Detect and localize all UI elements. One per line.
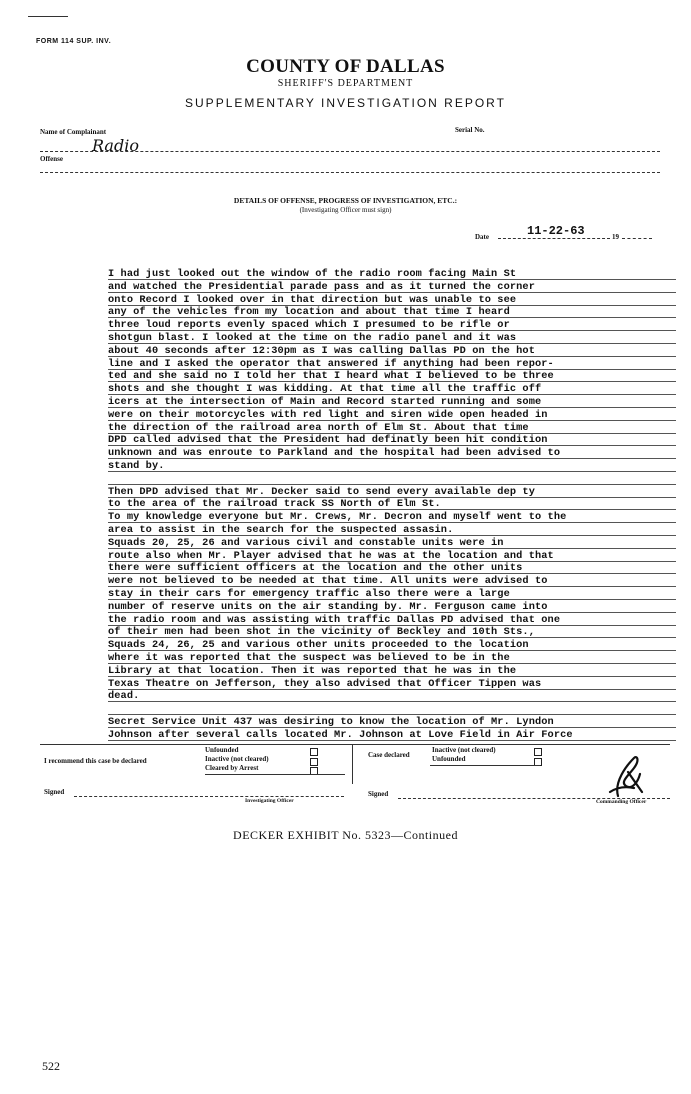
- body-line: about 40 seconds after 12:30pm as I was calling Dallas PD on the hot: [108, 344, 535, 357]
- body-line: icers at the intersection of Main and Record started running and some: [108, 396, 542, 408]
- checkbox-inactive-left[interactable]: [310, 758, 318, 766]
- option-unfounded-right[interactable]: Unfounded: [432, 755, 466, 763]
- body-line: where it was reported that the suspect was believed to be in the: [108, 652, 510, 664]
- signed-left-rule: [74, 796, 344, 797]
- recommend-label: I recommend this case be declared: [44, 757, 147, 765]
- footer-top-rule: [40, 744, 670, 745]
- details-title: DETAILS OF OFFENSE, PROGRESS OF INVESTIGATION, ETC.:: [233, 196, 458, 205]
- option-unfounded-left[interactable]: Unfounded: [205, 746, 239, 754]
- left-checkboxes: [306, 747, 318, 775]
- commanding-officer-caption: Commanding Officer: [596, 799, 647, 805]
- body-line: were not believed to be needed at that time. All units were advised to: [108, 575, 548, 588]
- body-line: To my knowledge everyone but Mr. Crews, Mr. Decron and myself went to the: [108, 511, 567, 524]
- body-underline: [108, 689, 676, 690]
- commander-signature: [604, 752, 650, 804]
- page-number: 522: [42, 1059, 60, 1073]
- report-title: SUPPLEMENTARY INVESTIGATION REPORT: [185, 96, 506, 110]
- body-line: Secret Service Unit 437 was desiring to know the location of Mr. Lyndon: [108, 716, 554, 728]
- body-line: route also when Mr. Player advised that he was at the location and that: [108, 549, 554, 562]
- investigating-officer-caption: Investigating Officer: [245, 798, 294, 804]
- date-label: Date: [475, 233, 489, 241]
- body-line: area to assist in the search for the suspected assasin.: [108, 524, 454, 536]
- right-checkboxes: [530, 747, 542, 766]
- offense-rule: [40, 172, 660, 173]
- body-line: I had just looked out the window of the radio room facing Main St: [108, 268, 517, 280]
- body-line: line and I asked the operator that answered if anything had been repor-: [108, 357, 554, 370]
- checkbox-unfounded-left[interactable]: [310, 748, 318, 756]
- option-cleared-arrest[interactable]: Cleared by Arrest: [205, 764, 259, 772]
- body-line: dead.: [108, 690, 140, 703]
- year-rule: [622, 238, 652, 239]
- date-rule: [498, 238, 610, 239]
- serial-label: Serial No.: [455, 126, 485, 134]
- complainant-value: Radio: [92, 136, 139, 155]
- body-line: there were sufficient officers at the location and the other units: [108, 562, 523, 575]
- body-line: shots and she thought I was kidding. At that time all the traffic off: [108, 383, 542, 396]
- body-line: unknown and was enroute to Parkland and the hospital had been advised to: [108, 447, 561, 460]
- body-underline: [108, 740, 676, 741]
- body-line: Squads 24, 26, 25 and various other units proceeded to the location: [108, 639, 529, 652]
- signed-left-label: Signed: [44, 788, 65, 796]
- body-line: Library at that location. Then it was reported that he was in the: [108, 664, 517, 677]
- body-line: Squads 20, 25, 26 and various civil and constable units were in: [108, 536, 504, 549]
- details-subtitle: (Investigating Officer must sign): [299, 206, 392, 214]
- body-line: stand by.: [108, 460, 165, 472]
- county-title: COUNTY OF DALLAS: [246, 56, 445, 77]
- body-line: were on their motorcycles with red light and siren wide open headed in: [108, 408, 548, 421]
- body-line: the radio room and was assisting with traffic Dallas PD advised that one: [108, 613, 561, 626]
- body-line: any of the vehicles from my location and about that time I heard: [108, 306, 510, 319]
- body-line: Johnson after several calls located Mr. Johnson at Love Field in Air Force: [108, 728, 573, 741]
- exhibit-caption: DECKER EXHIBIT No. 5323—Continued: [233, 828, 458, 842]
- body-line: the direction of the railroad area north of Elm St. About that time: [108, 421, 529, 434]
- body-underline: [108, 458, 676, 459]
- form-code: FORM 114 SUP. INV.: [36, 38, 112, 45]
- date-value: 11-22-63: [527, 224, 585, 238]
- complainant-rule: [40, 151, 660, 152]
- body-line: and watched the Presidential parade pass and as it turned the corner: [108, 280, 535, 293]
- footer-divider: [352, 744, 353, 784]
- body-line: of their men had been shot in the vicinity of Beckley and 10th Sts.,: [108, 626, 535, 639]
- body-line: stay in their cars for emergency traffic also there were a large: [108, 588, 510, 600]
- complainant-label: Name of Complainant: [40, 128, 107, 136]
- body-line: ted and she said no I told her that I heard what I believed to be three: [108, 370, 554, 383]
- left-recommend-rule: [205, 774, 345, 775]
- corner-mark: [28, 16, 68, 17]
- option-inactive-right[interactable]: Inactive (not cleared): [432, 746, 496, 754]
- body-line: onto Record I looked over in that direction but was unable to see: [108, 293, 517, 306]
- body-line: three loud reports evenly spaced which I presumed to be rifle or: [108, 319, 510, 332]
- body-underline: [108, 471, 676, 472]
- checkbox-inactive-right[interactable]: [534, 748, 542, 756]
- signed-right-label: Signed: [368, 790, 389, 798]
- body-underline: [108, 701, 676, 702]
- offense-label: Offense: [40, 155, 63, 163]
- body-line: Then DPD advised that Mr. Decker said to send every available dep ty: [108, 485, 535, 498]
- body-line: number of reserve units on the air standing by. Mr. Ferguson came into: [108, 600, 548, 613]
- right-case-rule: [430, 765, 540, 766]
- body-line: shotgun blast. I looked at the time on the radio panel and it was: [108, 332, 517, 344]
- case-declared-label: Case declared: [368, 751, 410, 759]
- right-options: [432, 746, 496, 764]
- body-line: DPD called advised that the President had definatly been hit condition: [108, 434, 548, 447]
- body-line: to the area of the railroad track SS North of Elm St.: [108, 498, 441, 511]
- date-year-prefix: 19: [612, 233, 619, 241]
- body-line: Texas Theatre on Jefferson, they also advised that Officer Tippen was: [108, 677, 542, 690]
- left-options: [205, 746, 269, 773]
- department-title: SHERIFF'S DEPARTMENT: [277, 78, 414, 89]
- option-inactive-left[interactable]: Inactive (not cleared): [205, 755, 269, 763]
